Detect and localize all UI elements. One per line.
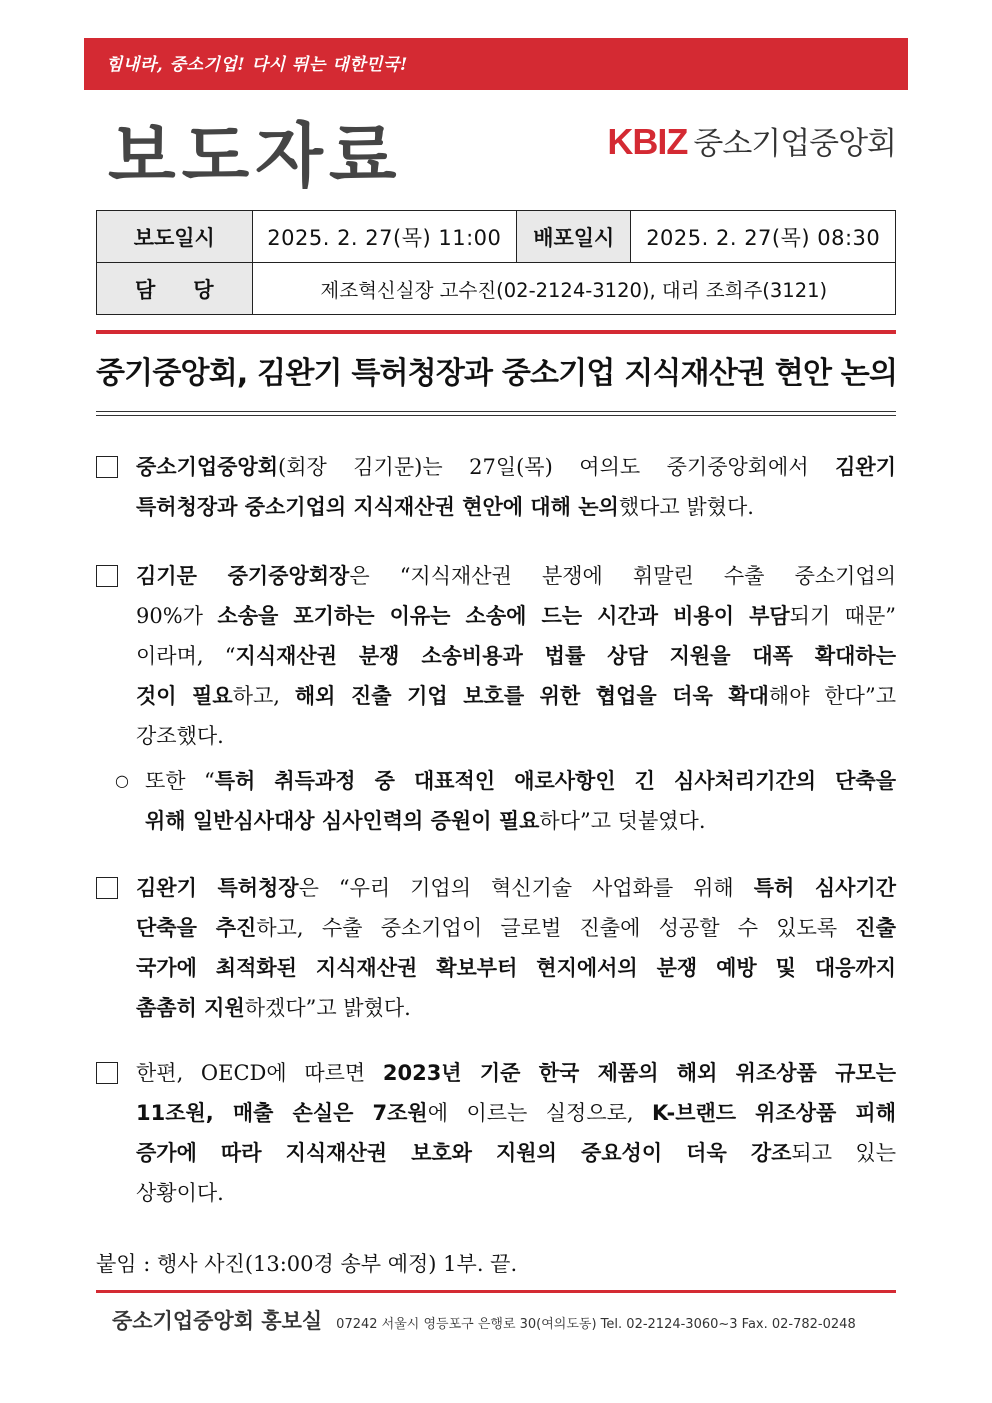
- headline-top-rule: [96, 330, 896, 334]
- text-line: 이라며, “지식재산권 분쟁 소송비용과 법률 상담 지원을 대폭 확대하는: [136, 644, 897, 668]
- attachment-note: 붙임 : 행사 사진(13:00경 송부 예정) 1부. 끝.: [96, 1252, 518, 1276]
- footer: [112, 1305, 856, 1335]
- text-line: 강조했다.: [136, 724, 224, 748]
- text-line: 11조원, 매출 손실은 7조원에 이르는 실정으로, K-브랜드 위조상품 피해: [136, 1101, 896, 1125]
- sub-paragraph: [115, 761, 896, 841]
- footer-address: 07242 서울시 영등포구 은행로 30(여의도동) Tel. 02-2124-3060~3 Fax. 02-782-0248: [336, 1317, 856, 1332]
- headline-bottom-rule: [96, 411, 896, 416]
- text-line: 한편, OECD에 따르면 2023년 기준 한국 제품의 해외 위조상품 규모는: [136, 1061, 896, 1085]
- contact-value: 제조혁신실장 고수진(02-2124-3120), 대리 조희주(3121): [252, 263, 895, 315]
- top-banner: [84, 38, 908, 90]
- text-line: 특허청장과 중소기업의 지식재산권 현안에 대해 논의했다고 밝혔다.: [136, 495, 754, 519]
- text-line: 상황이다.: [136, 1181, 224, 1205]
- distribution-date-value: 2025. 2. 27(목) 08:30: [631, 211, 896, 263]
- text-line: 김기문 중기중앙회장은 “지식재산권 분쟁에 휘말린 수출 중소기업의: [136, 564, 896, 588]
- paragraph-4: [96, 1053, 896, 1213]
- distribution-date-label: 배포일시: [517, 211, 631, 263]
- press-release-title: 보도자료: [108, 115, 403, 197]
- footer-rule: [96, 1290, 896, 1293]
- text-line: 또한 “특허 취득과정 중 대표적인 애로사항인 긴 심사처리기간의 단축을: [145, 769, 896, 793]
- logo-name: 중소기업중앙회: [693, 126, 896, 162]
- text-line: 김완기 특허청장은 “우리 기업의 혁신기술 사업화를 위해 특허 심사기간: [136, 876, 896, 900]
- release-date-value: 2025. 2. 27(목) 11:00: [252, 211, 517, 263]
- text-line: 증가에 따라 지식재산권 보호와 지원의 중요성이 더욱 강조되고 있는: [136, 1141, 896, 1165]
- text-line: 촘촘히 지원하겠다”고 밝혔다.: [136, 996, 411, 1020]
- text-line: 중소기업중앙회(회장 김기문)는 27일(목) 여의도 중기중앙회에서 김완기: [136, 455, 896, 479]
- square-bullet: [96, 877, 118, 899]
- paragraph-3: [96, 868, 896, 1028]
- square-bullet: [96, 565, 118, 587]
- paragraph-1: [96, 447, 896, 527]
- release-info-table: [96, 210, 896, 315]
- text-line: 위해 일반심사대상 심사인력의 증원이 필요하다”고 덧붙였다.: [145, 809, 706, 833]
- text-line: 90%가 소송을 포기하는 이유는 소송에 드는 시간과 비용이 부담되기 때문”: [136, 604, 896, 628]
- release-date-label: 보도일시: [97, 211, 253, 263]
- footer-org: 중소기업중앙회 홍보실: [112, 1309, 323, 1333]
- headline: 중기중앙회, 김완기 특허청장과 중소기업 지식재산권 현안 논의: [96, 356, 898, 391]
- text-line: 국가에 최적화된 지식재산권 확보부터 현지에서의 분쟁 예방 및 대응까지: [136, 956, 896, 980]
- text-line: 단축을 추진하고, 수출 중소기업이 글로벌 진출에 성공할 수 있도록 진출: [136, 916, 896, 940]
- square-bullet: [96, 1062, 118, 1084]
- contact-row: [97, 263, 896, 315]
- circle-bullet: ○: [115, 771, 129, 790]
- contact-label: 담당: [97, 263, 253, 315]
- release-row: [97, 211, 896, 263]
- logo-mark: KBIZ: [607, 121, 688, 162]
- paragraph-2: [96, 556, 896, 756]
- square-bullet: [96, 456, 118, 478]
- banner-slogan: 힘내라, 중소기업! 다시 뛰는 대한민국!: [106, 55, 408, 75]
- kbiz-logo: [607, 118, 896, 163]
- text-line: 것이 필요하고, 해외 진출 기업 보호를 위한 협업을 더욱 확대해야 한다”고: [136, 684, 896, 708]
